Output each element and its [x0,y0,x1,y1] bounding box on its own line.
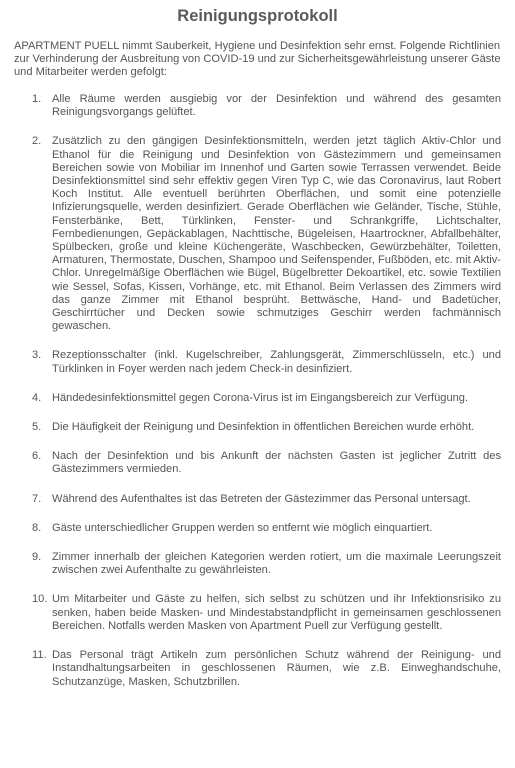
list-item-text: Das Personal trägt Artikeln zum persönlichen Schutz während der Reinigung- und Instandhaltungsarbeiten in geschlossenen Räumen, wie z.B. Einweghandschuhe, Schutzanzüge, Masken, Schutzbrillen. [52,649,501,688]
list-item-number: 4. [32,391,42,404]
list-item-text: Um Mitarbeiter und Gäste zu helfen, sich selbst zu schützen und ihr Infektionsrisiko zu senken, haben beide Masken- und Mindestabstandpflicht in gemeinsamen geschlossenen Bereichen. Notfalls werden Masken von Apartment Puell zur Verfügung gestellt. [52,593,501,632]
list-item-number: 9. [32,551,42,564]
list-item-number: 7. [32,492,42,505]
list-item-number: 3. [32,349,42,362]
list-item [14,450,501,476]
list-item [14,551,501,577]
list-item-number: 2. [32,135,42,148]
list-item-number: 10. [32,593,48,606]
list-item-text: Nach der Desinfektion und bis Ankunft der nächsten Gasten ist jeglicher Zutritt des Gästezimmers vermieden. [52,450,501,476]
list-item [14,135,501,333]
list-item [14,392,501,405]
list-item-number: 5. [32,421,42,434]
list-item-text: Während des Aufenthaltes ist das Betreten der Gästezimmer das Personal untersagt. [52,492,471,505]
list-item-number: 8. [32,521,42,534]
list-item-number: 6. [32,450,42,463]
list-item-text: Händedesinfektionsmittel gegen Corona-Virus ist im Eingangsbereich zur Verfügung. [52,391,469,404]
list-item-number: 11. [32,649,47,662]
intro-paragraph: APARTMENT PUELL nimmt Sauberkeit, Hygiene und Desinfektion sehr ernst. Folgende Richtlinien zur Verhinderung der Ausbreitung von COVID-19 und zur Sicherheitsgewährleistung unserer Gäste und Mitarbeiter werden gefolgt: [14,40,501,78]
list-item [14,349,501,375]
list-item [14,421,501,434]
list-item-text: Zimmer innerhalb der gleichen Kategorien werden rotiert, um die maximale Leerungszeit zwischen zwei Aufenthalte zu gewährleisten. [52,551,501,577]
list-item-text: Gäste unterschiedlicher Gruppen werden so entfernt wie möglich einquartiert. [52,521,433,534]
protocol-list [14,93,501,689]
list-item [14,493,501,506]
list-item [14,593,501,633]
list-item-text: Zusätzlich zu den gängigen Desinfektionsmitteln, werden jetzt täglich Aktiv-Chlor und Ethanol für die Reinigung und Desinfektion von Gästezimmern und gemeinsamen Bereichen sowie von Mobiliar im Innenhof und Garten sowie Terrassen verwendet. Beide Desinfektionsmittel sind sehr effektiv gegen Viren Typ C, wie das Coronavirus, laut Robert Koch Institut. Alle eventuell berührten Oberflächen, und somit eine potenzielle Infizierungsquelle, werden desinfiziert. Gerade Oberflächen wie Geländer, Tische, Stühle, Fensterbänke, Bett, Türklinken, Fenster- und Schrankgriffe, Lichtschalter, Fernbedienungen, Gepäckablagen, Nachttische, Bügeleisen, Haartrockner, Abfallbehälter, Spülbecken, große und kleine Küchengeräte, Waschbecken, Gewürzbehälter, Toiletten, Armaturen, Thermostate, Duschen, Shampoo und Seifenspender, Fußböden, etc. mit Aktiv-Chlor. Unregelmäßige Oberflächen wie Bügel, Bügelbretter Dekoartikel, etc. sowie Textilien wie Sessel, Sofas, Kissen, Vorhänge, etc. mit Ethanol. Beim Verlassen des Zimmers wird das ganze Zimmer mit Ethanol besprüht. Bettwäsche, Hand- und Badetücher, Geschirrtücher und Decken sowie schmutziges Geschirr werden fachmännisch gewaschen. [52,135,501,333]
list-item [14,522,501,535]
list-item-text: Alle Räume werden ausgiebig vor der Desinfektion und während des gesamten Reinigungsvorgangs gelüftet. [52,93,501,119]
list-item [14,649,501,689]
page-title: Reinigungsprotokoll [177,7,338,25]
list-item-text: Die Häufigkeit der Reinigung und Desinfektion in öffentlichen Bereichen wurde erhöht. [52,421,475,434]
list-item-text: Rezeptionsschalter (inkl. Kugelschreiber, Zahlungsgerät, Zimmerschlüsseln, etc.) und Türklinken in Foyer werden nach jedem Check-in desinfiziert. [52,349,501,375]
list-item [14,93,501,119]
list-item-number: 1. [32,93,42,105]
